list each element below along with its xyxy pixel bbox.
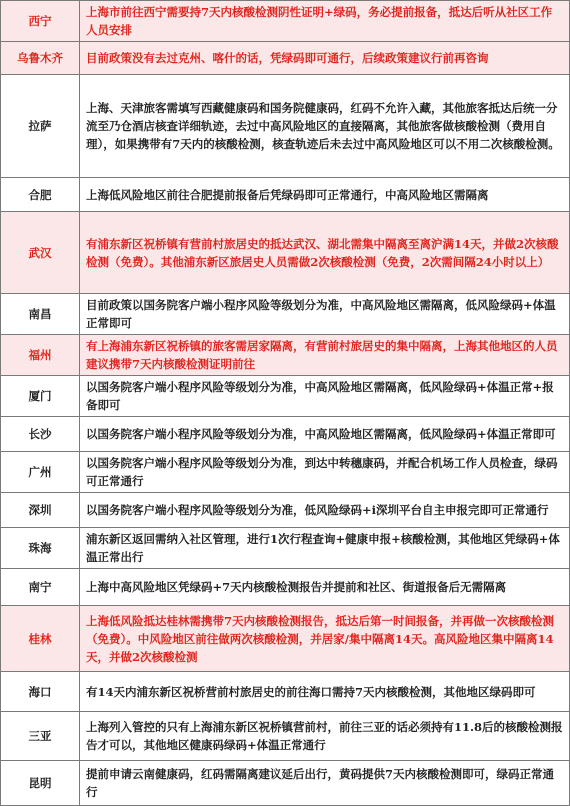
policy-row: [1, 294, 570, 335]
policy-row: [1, 672, 570, 712]
policy-row: [1, 376, 570, 417]
city-name: 昆明: [1, 761, 80, 806]
policy-row: [1, 417, 570, 452]
policy-row: [1, 1, 570, 42]
city-name: 乌鲁木齐: [1, 42, 80, 75]
policy-text: 提前申请云南健康码，红码需隔离建议延后出行，黄码提供7天内核酸检测即可，绿码正常通行: [80, 761, 570, 806]
city-name: 西宁: [1, 1, 80, 42]
policy-text: 上海低风险抵达桂林需携带7天内核酸检测报告，抵达后第一时间报备，并再做一次核酸检测（免费）。中风险地区前往做两次核酸检测，并居家/集中隔离14天。高风险地区集中隔离14天，并做2次核酸检测: [80, 606, 570, 672]
city-name: 三亚: [1, 712, 80, 761]
city-name: 武汉: [1, 212, 80, 294]
policy-table-body: [1, 1, 570, 806]
city-name: 南宁: [1, 569, 80, 606]
policy-row: [1, 42, 570, 75]
city-name: 厦门: [1, 376, 80, 417]
city-name: 海口: [1, 672, 80, 712]
policy-text: 上海列入管控的只有上海浦东新区祝桥镇营前村，前往三亚的话必须持有11.8后的核酸检测报告才可以，其他地区健康码绿码+体温正常通行: [80, 712, 570, 761]
policy-text: 以国务院客户端小程序风险等级划分为准，到达中转穗康码，并配合机场工作人员检查，绿码可正常通行: [80, 452, 570, 493]
policy-text: 上海市前往西宁需要持7天内核酸检测阴性证明+绿码，务必提前报备，抵达后听从社区工作人员安排: [80, 1, 570, 42]
policy-text: 以国务院客户端小程序风险等级划分为准，中高风险地区需隔离，低风险绿码+体温正常即可: [80, 417, 570, 452]
city-name: 长沙: [1, 417, 80, 452]
policy-row: [1, 606, 570, 672]
city-name: 广州: [1, 452, 80, 493]
city-name: 合肥: [1, 178, 80, 212]
policy-row: [1, 178, 570, 212]
policy-text: 上海、天津旅客需填写西藏健康码和国务院健康码，红码不允许入藏，其他旅客抵达后统一分流至乃仓酒店核查详细轨迹，去过中高风险地区的直接隔离，其他旅客做核酸检测（费用自理），如果携带有7天内的核酸检测，核查轨迹后未去过中高风险地区可以不用二次核酸检测。: [80, 75, 570, 178]
policy-row: [1, 761, 570, 806]
policy-text: 目前政策以国务院客户端小程序风险等级划分为准，中高风险地区需隔离，低风险绿码+体温正常即可: [80, 294, 570, 335]
policy-text: 有上海浦东新区祝桥镇的旅客需居家隔离，有营前村旅居史的集中隔离，上海其他地区的人员建议携带7天内核酸检测证明前往: [80, 335, 570, 376]
policy-row: [1, 712, 570, 761]
city-name: 桂林: [1, 606, 80, 672]
policy-row: [1, 212, 570, 294]
policy-row: [1, 493, 570, 528]
policy-text: 上海中高风险地区凭绿码+7天内核酸检测报告并提前和社区、街道报备后无需隔离: [80, 569, 570, 606]
city-name: 福州: [1, 335, 80, 376]
policy-row: [1, 528, 570, 569]
policy-text: 目前政策没有去过克州、喀什的话，凭绿码即可通行，后续政策建议行前再咨询: [80, 42, 570, 75]
policy-text: 有浦东新区祝桥镇有营前村旅居史的抵达武汉、湖北需集中隔离至离沪满14天，并做2次核酸检测（免费）。其他浦东新区旅居史人员需做2次核酸检测（免费，2次需间隔24小时以上）: [80, 212, 570, 294]
policy-row: [1, 335, 570, 376]
city-name: 深圳: [1, 493, 80, 528]
policy-text: 以国务院客户端小程序风险等级划分为准，中高风险地区需隔离，低风险绿码+体温正常+报备即可: [80, 376, 570, 417]
city-name: 南昌: [1, 294, 80, 335]
policy-row: [1, 452, 570, 493]
city-name: 珠海: [1, 528, 80, 569]
policy-text: 以国务院客户端小程序风险等级划分为准，低风险绿码+i深圳平台自主申报完即可正常通行: [80, 493, 570, 528]
policy-text: 上海低风险地区前往合肥提前报备后凭绿码即可正常通行，中高风险地区需隔离: [80, 178, 570, 212]
city-name: 拉萨: [1, 75, 80, 178]
policy-row: [1, 569, 570, 606]
policy-row: [1, 75, 570, 178]
policy-text: 浦东新区返回需纳入社区管理，进行1次行程查询+健康申报+核酸检测，其他地区凭绿码+体温正常出行: [80, 528, 570, 569]
policy-text: 有14天内浦东新区祝桥营前村旅居史的前往海口需持7天内核酸检测，其他地区绿码即可: [80, 672, 570, 712]
